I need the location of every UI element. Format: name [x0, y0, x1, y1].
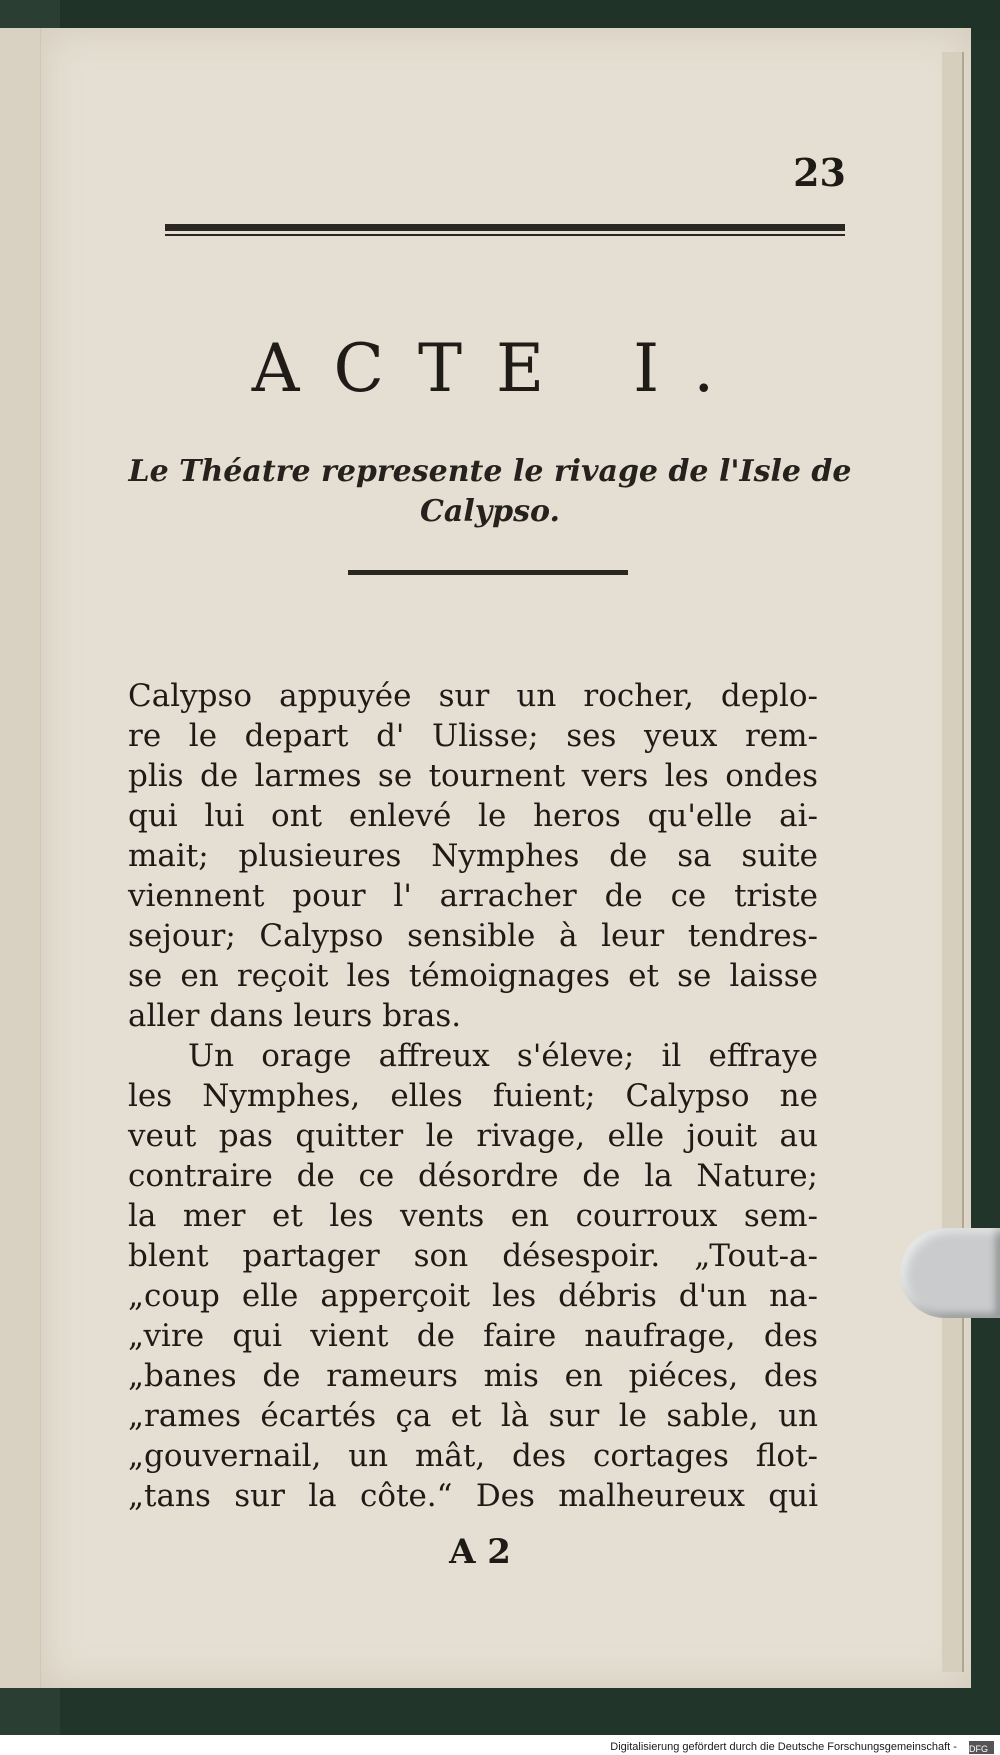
- footer-credit: Digitalisierung gefördert durch die Deutsche Forschungsgemeinschaft -: [610, 1741, 957, 1753]
- page-stack-edge: [942, 52, 964, 1672]
- text-line: „gouvernail, un mât, des cortages flot-: [128, 1438, 818, 1474]
- text-line: les Nymphes, elles fuient; Calypso ne: [128, 1078, 818, 1114]
- signature-mark: A 2: [449, 1532, 511, 1572]
- page-number: 23: [793, 150, 846, 195]
- text-line: contraire de ce désordre de la Nature;: [128, 1158, 818, 1194]
- text-line: qui lui ont enlevé le heros qu'elle ai-: [128, 798, 818, 834]
- stage-direction: Le Théatre represente le rivage de l'Isle de Calypso.: [128, 454, 852, 529]
- text-line: Calypso appuyée sur un rocher, deplo-: [128, 678, 818, 714]
- text-line: mait; plusieures Nymphes de sa suite: [128, 838, 818, 874]
- text-line: re le depart d' Ulisse; ses yeux rem-: [128, 718, 818, 754]
- text-line: „vire qui vient de faire naufrage, des: [128, 1318, 818, 1354]
- text-line: blent partager son désespoir. „Tout-a-: [128, 1238, 818, 1274]
- text-line: „rames écartés ça et là sur le sable, un: [128, 1398, 818, 1434]
- text-line: „coup elle apperçoit les débris d'un na-: [128, 1278, 818, 1314]
- text-line: Un orage affreux s'éleve; il effraye: [188, 1038, 818, 1074]
- body-text: [128, 676, 818, 1516]
- previous-page-edge: [0, 28, 44, 1688]
- text-line: veut pas quitter le rivage, elle jouit au: [128, 1118, 818, 1154]
- text-line: „tans sur la côte.“ Des malheureux qui: [128, 1478, 818, 1514]
- act-title: ACTE I.: [251, 330, 749, 407]
- text-line: plis de larmes se tournent vers les ondes: [128, 758, 818, 794]
- header-rule-thin: [165, 234, 845, 236]
- book-clip: [900, 1228, 1000, 1318]
- text-line: se en reçoit les témoignages et se laisse: [128, 958, 818, 994]
- text-line: sejour; Calypso sensible à leur tendres-: [128, 918, 818, 954]
- footer-bar: [0, 1735, 1000, 1755]
- header-rule-thick: [165, 224, 845, 231]
- dfg-logo: DFG: [969, 1741, 994, 1754]
- text-line: aller dans leurs bras.: [128, 998, 462, 1034]
- section-rule: [348, 570, 628, 575]
- text-line: viennent pour l' arracher de ce triste: [128, 878, 818, 914]
- text-line: la mer et les vents en courroux sem-: [128, 1198, 818, 1234]
- text-line: „banes de rameurs mis en piéces, des: [128, 1358, 818, 1394]
